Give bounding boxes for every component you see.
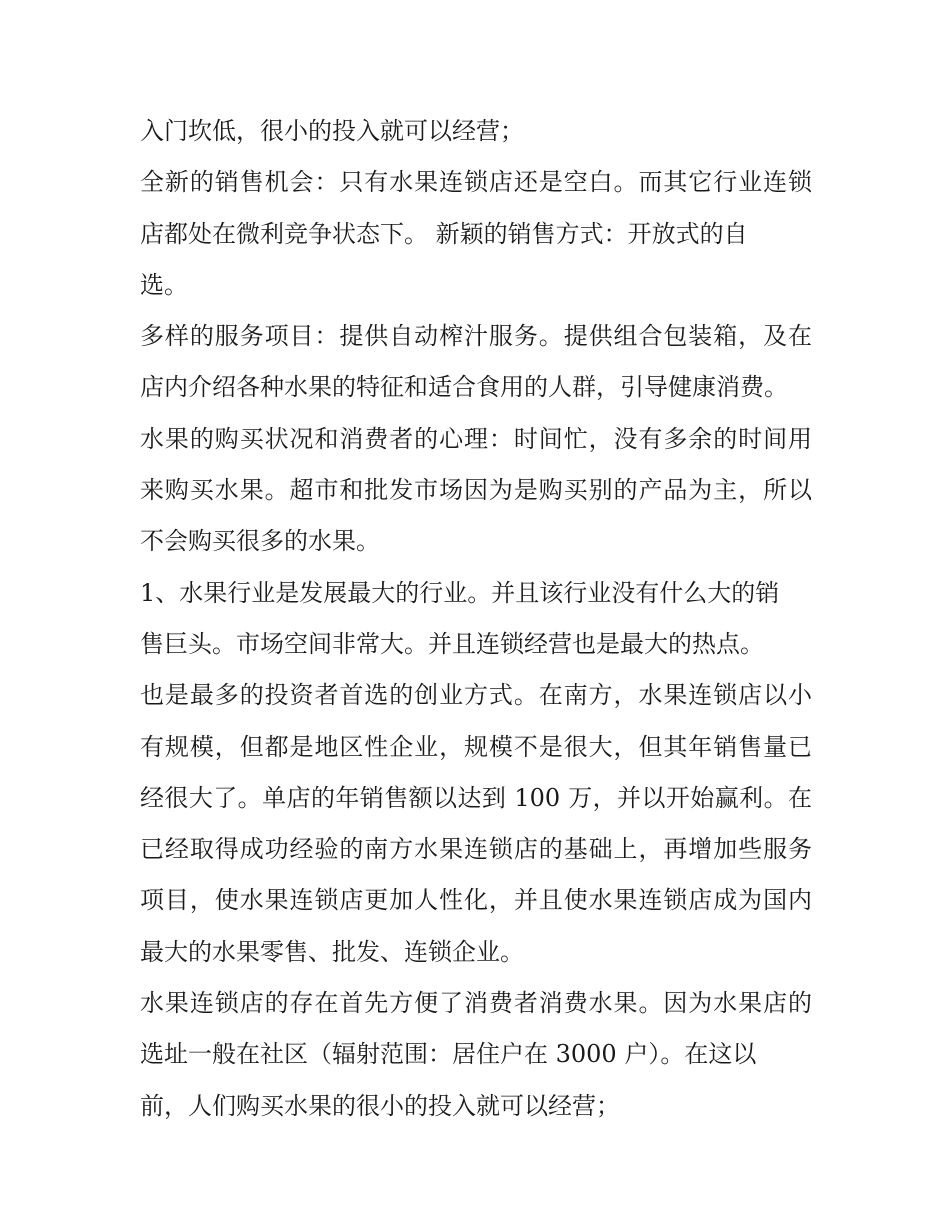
text-line: 有规模，但都是地区性企业，规模不是很大，但其年销售量已: [140, 732, 812, 761]
text-line: 店内介绍各种水果的特征和适合食用的人群，引导健康消费。: [140, 373, 788, 402]
text-line: 也是最多的投资者首选的创业方式。在南方，水果连锁店以小: [140, 681, 812, 710]
document-body: [140, 106, 812, 1132]
text-line: 来购买水果。超市和批发市场因为是购买别的产品为主，所以: [140, 476, 812, 505]
text-line: 多样的服务项目：提供自动榨汁服务。提供组合包装箱，及在: [140, 322, 812, 351]
text-line: 1、水果行业是发展最大的行业。并且该行业没有什么大的销: [140, 578, 780, 607]
text-line: 入门坎低，很小的投入就可以经营；: [140, 117, 524, 145]
text-line: 选址一般在社区（辐射范围：居住户在 3000 户）。在这以: [140, 1040, 757, 1069]
text-line: 店都处在微利竞争状态下。 新颖的销售方式：开放式的自: [140, 219, 748, 248]
text-line: 已经取得成功经验的南方水果连锁店的基础上，再增加些服务: [140, 835, 812, 864]
text-line: 选。: [140, 270, 188, 299]
text-line: 最大的水果零售、批发、连锁企业。: [140, 937, 524, 966]
text-line: 全新的销售机会：只有水果连锁店还是空白。而其它行业连锁: [140, 168, 812, 197]
text-line: 项目，使水果连锁店更加人性化，并且使水果连锁店成为国内: [140, 886, 812, 915]
text-line: 前，人们购买水果的很小的投入就可以经营；: [140, 1091, 620, 1120]
text-line: 不会购买很多的水果。: [140, 527, 380, 556]
text-line: 水果连锁店的存在首先方便了消费者消费水果。因为水果店的: [140, 989, 812, 1018]
text-line: 水果的购买状况和消费者的心理：时间忙，没有多余的时间用: [140, 424, 812, 453]
text-line: 售巨头。市场空间非常大。并且连锁经营也是最大的热点。: [140, 629, 764, 658]
text-line: 经很大了。单店的年销售额以达到 100 万，并以开始赢利。在: [140, 783, 812, 812]
